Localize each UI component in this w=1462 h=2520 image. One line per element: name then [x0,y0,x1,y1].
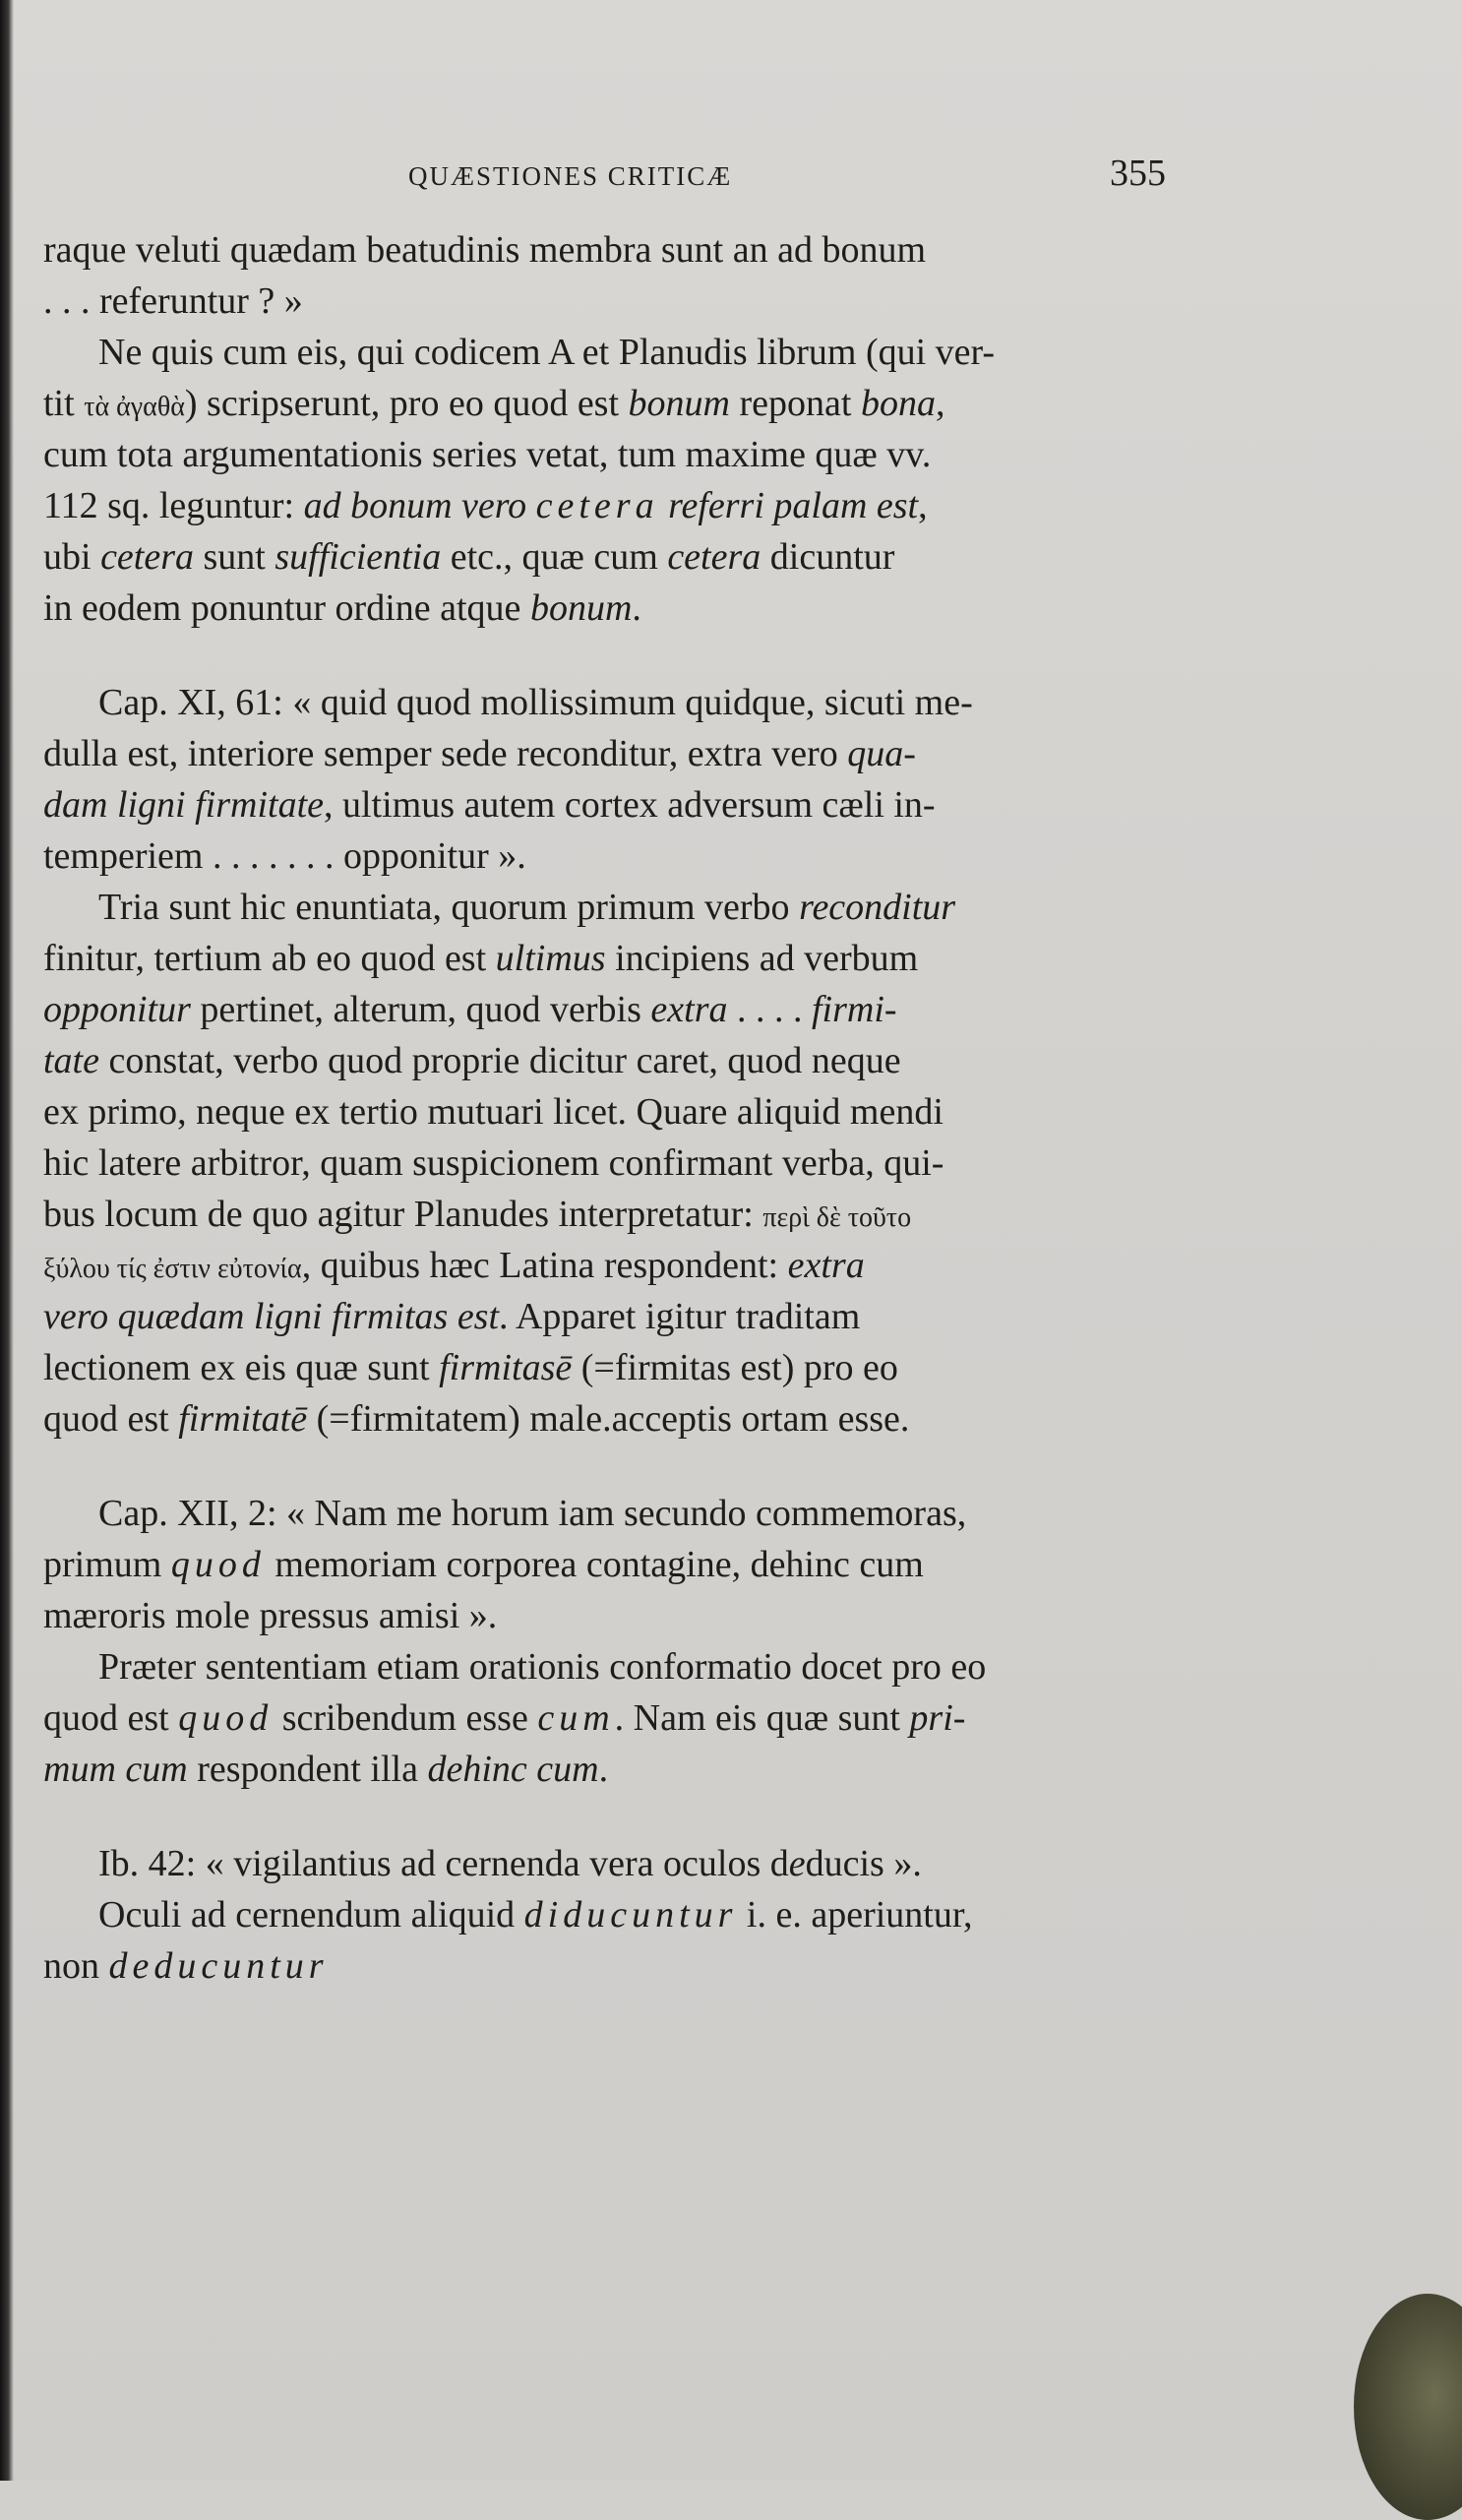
paragraph-gap [43,1444,1214,1488]
italic-text: vero quædam ligni firmitas est [43,1296,500,1337]
text-run: Oculi ad cernendum aliquid [98,1894,524,1936]
text-line [43,677,1214,728]
italic-text: reconditur [799,887,956,928]
text-run: lectionem ex eis quæ sunt [43,1347,440,1388]
text-run: . Nam eis quæ sunt [614,1697,910,1739]
spaced-italic-text: diducuntur [523,1894,738,1936]
italic-text: firmi- [811,989,897,1030]
text-run: incipiens ad verbum [605,938,919,979]
text-line [43,378,1214,429]
text-run: . . . referuntur ? » [43,280,303,322]
page-header [0,138,1462,197]
text-run: (=firmitas est) pro eo [572,1347,898,1388]
text-run: , [935,383,945,424]
text-run: temperiem . . . . . . . opponitur ». [43,835,526,877]
text-line [43,327,1214,378]
text-run: finitur, tertium ab eo quod est [43,938,496,979]
text-run: Cap. XII, 2: « Nam me horum iam secundo commemoras, [98,1493,967,1534]
text-run: constat, verbo quod proprie dicitur caret, quod neque [98,1040,901,1081]
text-run: quod est [43,1398,179,1440]
text-run: sunt [194,536,275,578]
text-line [43,1240,1214,1291]
text-line [43,583,1214,634]
text-run: memoriam corporea contagine, dehinc cum [265,1544,924,1585]
binding-shadow [0,0,14,2481]
body-text [43,224,1214,1992]
paragraph-gap [43,1795,1214,1838]
text-line [43,1590,1214,1641]
text-run: 112 sq. leguntur: [43,485,304,526]
italic-text: cetera [100,536,195,578]
text-run: dulla est, interiore semper sede reconditur, extra vero [43,733,848,774]
text-run: ) scripserunt, pro eo quod est [184,383,629,424]
italic-text: bona [860,383,936,424]
italic-text: ad bonum vero [303,485,536,526]
text-line [43,1940,1214,1992]
spaced-italic-text: cetera [535,485,659,526]
text-run: Cap. XI, 61: « quid quod mollissimum quidque, sicuti me- [98,682,973,723]
text-line [43,1137,1214,1189]
text-line [43,1086,1214,1137]
italic-text: bonum [529,587,633,629]
italic-text: bonum [628,383,730,424]
text-line [43,933,1214,984]
text-run: raque veluti quædam beatudinis membra sunt an ad bonum [43,229,927,271]
text-line [43,1889,1214,1940]
text-line [43,1641,1214,1692]
text-run: dicuntur [761,536,895,578]
text-line [43,1291,1214,1342]
text-run: ubi [43,536,101,578]
text-run: Tria sunt hic enuntiata, quorum primum verbo [98,887,800,928]
thumb-photo-artifact [1354,2294,1462,2520]
text-run: reponat [729,383,861,424]
text-run: (=firmitatem) male.acceptis ortam esse. [307,1398,910,1440]
spaced-italic-text: quod [178,1697,274,1739]
text-line [43,1393,1214,1444]
text-run: , [918,485,928,526]
running-head: QUÆSTIONES CRITICÆ [408,161,733,191]
text-run: . . . . [727,989,812,1030]
text-line [43,882,1214,933]
greek-text: ξύλου τίς ἐστιν εὐτονία [43,1254,302,1284]
spaced-italic-text: cum [537,1697,615,1739]
text-run: pertinet, alterum, quod verbis [190,989,651,1030]
text-run: tit [43,383,85,424]
text-run: non [43,1945,109,1987]
text-run: Ib. 42: « vigilantius ad cernenda vera oculos [98,1843,770,1884]
text-line [43,984,1214,1035]
spaced-italic-text: deducuntur [108,1945,329,1987]
greek-text: περὶ δὲ τοῦτο [762,1202,912,1233]
italic-text: mum cum [43,1749,188,1790]
text-run: , ultimus autem cortex adversum cæli in- [324,784,936,826]
text-run: . [632,587,641,629]
italic-text: dehinc cum [427,1749,599,1790]
text-line [43,830,1214,882]
text-line [43,1189,1214,1240]
text-run: quod est [43,1697,179,1739]
text-run: respondent illa [187,1749,428,1790]
text-run: Præter sententiam etiam orationis conformatio docet pro eo [98,1646,987,1688]
text-run: mæroris mole pressus amisi ». [43,1595,498,1636]
text-line [43,1838,1214,1889]
text-run: cum tota argumentationis series vetat, tum maxime quæ vv. [43,434,932,475]
paragraph-gap [43,634,1214,677]
text-run: ducis ». [805,1843,922,1884]
text-line [43,224,1214,276]
text-run: , quibus hæc Latina respondent: [301,1245,788,1286]
text-line [43,480,1214,531]
greek-text: τὰ ἀγαθὰ [84,392,185,422]
text-line [43,1035,1214,1086]
text-line [43,276,1214,327]
text-run: . Apparet igitur traditam [499,1296,861,1337]
italic-text: sufficientia [274,536,442,578]
text-line [43,728,1214,779]
text-run: . [598,1749,609,1790]
italic-text: ultimus [495,938,606,979]
italic-text: opponitur [43,989,191,1030]
text-run: in eodem ponuntur ordine atque [43,587,530,629]
italic-text: referri palam est [658,485,919,526]
italic-text: firmitatē [178,1398,308,1440]
italic-text: tate [43,1040,99,1081]
text-line [43,1539,1214,1590]
text-line [43,1488,1214,1539]
text-run: i. e. aperiuntur, [737,1894,973,1936]
italic-text: e [788,1843,806,1884]
italic-text: qua- [847,733,916,774]
page-number: 355 [1110,153,1166,194]
text-line [43,779,1214,830]
text-run: primum [43,1544,171,1585]
text-line [43,1692,1214,1744]
italic-text: extra [650,989,728,1030]
italic-text: dam ligni firmitate [43,784,324,826]
text-line [43,429,1214,480]
text-line [43,531,1214,583]
text-line [43,1342,1214,1393]
italic-text: cetera [667,536,761,578]
text-run: scribendum esse [273,1697,538,1739]
text-run: etc., quæ cum [441,536,668,578]
spaced-italic-text: quod [170,1544,266,1585]
italic-text: firmitasē [439,1347,573,1388]
text-run: bus locum de quo agitur Planudes interpretatur: [43,1194,763,1235]
text-run: d [769,1843,789,1884]
text-line [43,1744,1214,1795]
italic-text: pri- [909,1697,966,1739]
text-run: Ne quis cum eis, qui codicem A et Planudis librum (qui ver- [98,332,996,373]
text-run: ex primo, neque ex tertio mutuari licet. Quare aliquid mendi [43,1091,944,1133]
italic-text: extra [787,1245,865,1286]
text-run: hic latere arbitror, quam suspicionem confirmant verba, qui- [43,1142,944,1184]
